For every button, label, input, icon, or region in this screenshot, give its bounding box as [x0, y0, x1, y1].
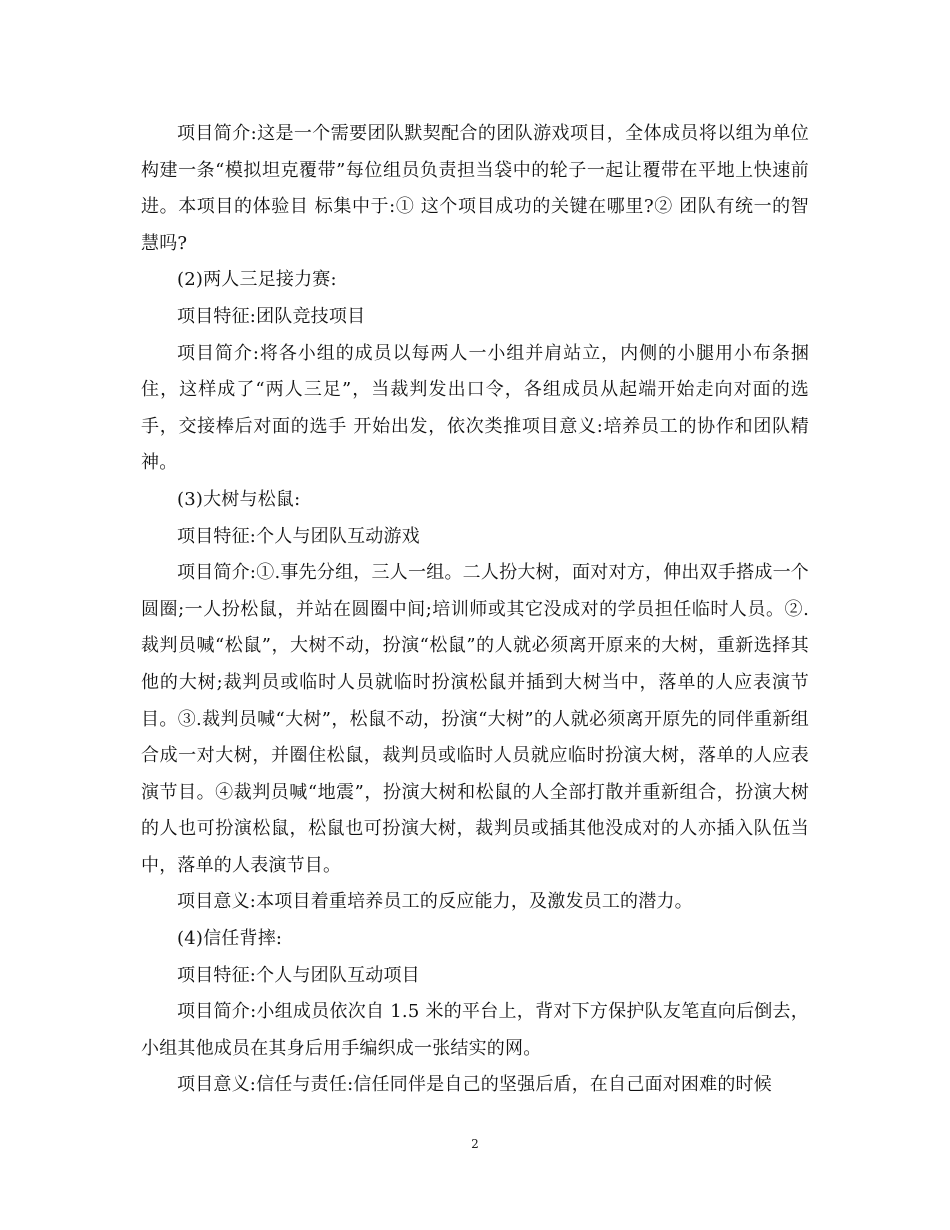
- heading-three-legged-relay: (2)两人三足接力赛:: [177, 269, 337, 291]
- paragraph-tree-meaning: 项目意义:本项目着重培养员工的反应能力，及激发员工的潜力。: [177, 891, 693, 913]
- paragraph-tree-feature: 项目特征:个人与团队互动游戏: [177, 525, 420, 547]
- paragraph-relay-feature: 项目特征:团队竞技项目: [177, 305, 366, 327]
- paragraph-trust-meaning: 项目意义:信任与责任:信任同伴是自己的坚强后盾，在自己面对困难的时候: [177, 1074, 772, 1096]
- page-number: 2: [471, 1137, 479, 1151]
- paragraph-intro-tank-belt: 项目简介:这是一个需要团队默契配合的团队游戏项目，全体成员将以组为单位构建一条“模拟坦克覆带”每位组员负责担当袋中的轮子一起让覆带在平地上快速前进。本项目的体验目 标集中于:① 这个项目成功的关键在哪里?② 团队有统一的智慧吗?: [141, 123, 809, 254]
- page-body: [141, 116, 809, 1104]
- paragraph-trust-feature: 项目特征:个人与团队互动项目: [177, 964, 420, 986]
- paragraph-tree-intro: 项目简介:①.事先分组，三人一组。二人扮大树，面对对方，伸出双手搭成一个圆圈;一人扮松鼠，并站在圆圈中间;培训师或其它没成对的学员担任临时人员。②.裁判员喊“松鼠”，大树不动，扮演“松鼠”的人就必须离开原来的大树，重新选择其他的大树;裁判员或临时人员就临时扮演松鼠并插到大树当中，落单的人应表演节目。③.裁判员喊“大树”，松鼠不动，扮演“大树”的人就必须离开原先的同伴重新组合成一对大树，并圈住松鼠，裁判员或临时人员就应临时扮演大树，落单的人应表演节目。④裁判员喊“地震”，扮演大树和松鼠的人全部打散并重新组合，扮演大树的人也可扮演松鼠，松鼠也可扮演大树，裁判员或插其他没成对的人亦插入队伍当中，落单的人表演节目。: [141, 562, 809, 876]
- paragraph-relay-intro: 项目简介:将各小组的成员以每两人一小组并肩站立，内侧的小腿用小布条捆住，这样成了“两人三足”，当裁判发出口令，各组成员从起端开始走向对面的选手，交接棒后对面的选手 开始出发，依次类推项目意义:培养员工的协作和团队精神。: [141, 342, 809, 474]
- paragraph-trust-intro: 项目简介:小组成员依次自 1.5 米的平台上，背对下方保护队友笔直向后倒去，小组其他成员在其身后用手编织成一张结实的网。: [141, 1001, 809, 1059]
- heading-tree-and-squirrel: (3)大树与松鼠:: [177, 488, 301, 510]
- heading-trust-fall: (4)信任背摔:: [177, 928, 283, 950]
